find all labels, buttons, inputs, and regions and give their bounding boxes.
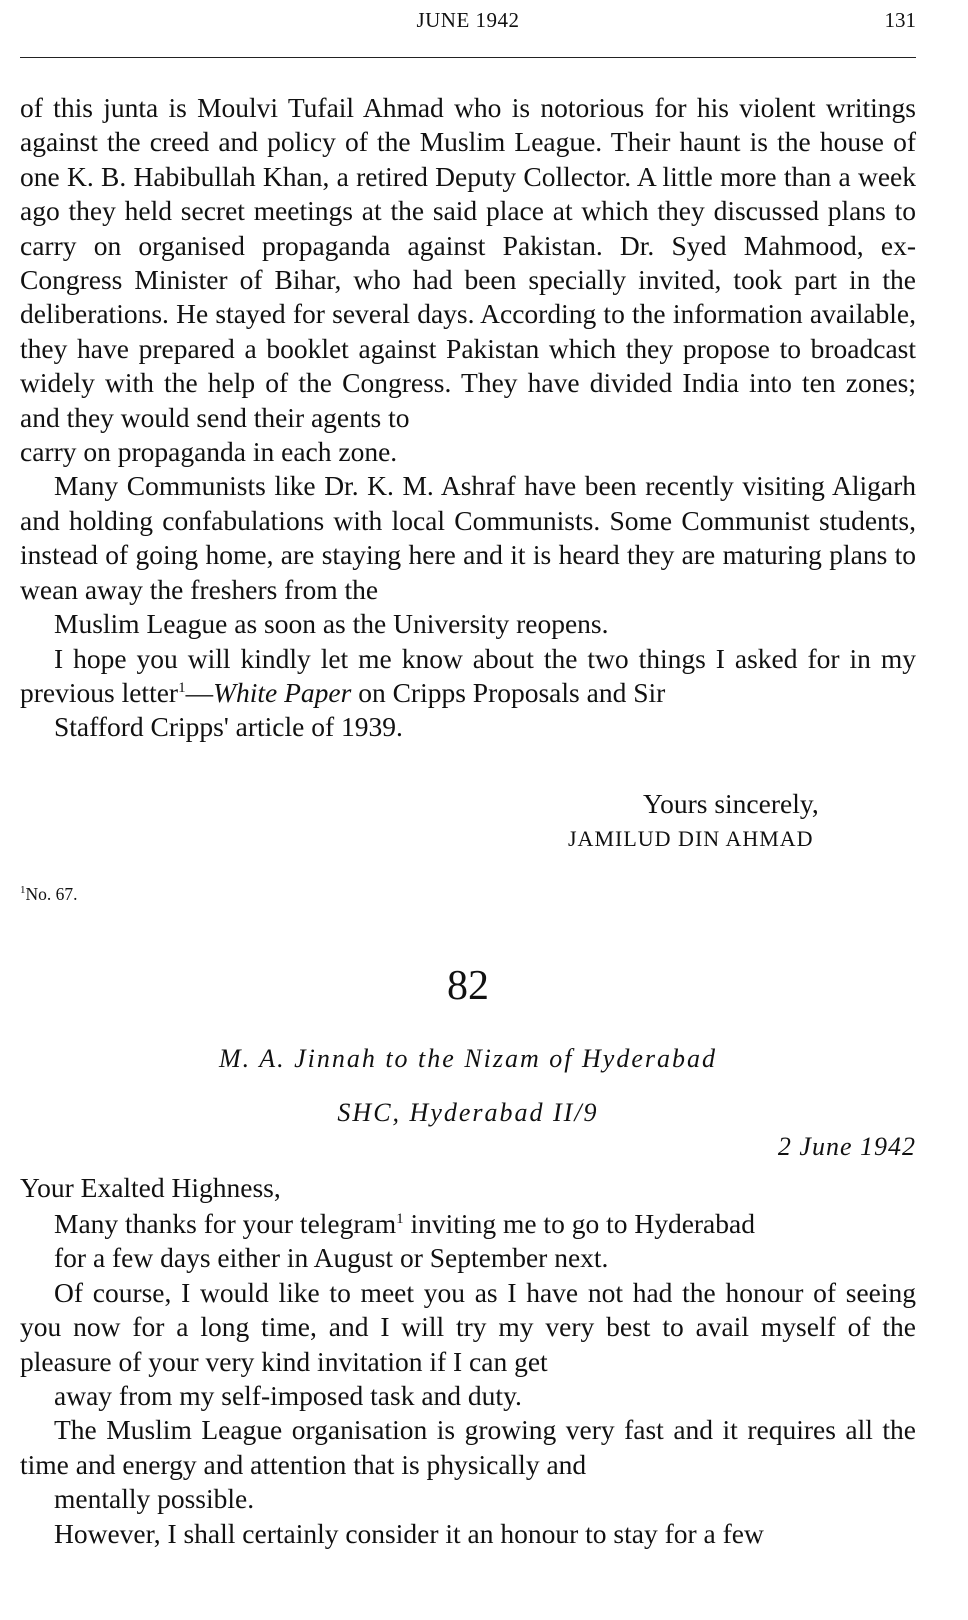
text-line: away from my self-imposed task and duty.: [54, 1380, 522, 1412]
paragraph: [20, 91, 916, 469]
text-line: Aligarh and holding confabulations with local Communists. Some: [20, 470, 916, 536]
text-line: for a few days either in August or September next.: [54, 1242, 609, 1274]
text-line: Many Communists like Dr. K. M. Ashraf have been recently visiting: [54, 470, 825, 502]
text-line: Stafford Cripps' article of 1939.: [54, 711, 403, 743]
running-title: JUNE 1942: [416, 8, 520, 32]
text-line: of this junta is Moulvi Tufail Ahmad who is notorious for his violent: [20, 92, 816, 123]
footnote-mark: 1: [20, 884, 26, 896]
text-line: However, I shall certainly consider it an honour to stay for a few: [54, 1517, 764, 1549]
signature: JAMILUD DIN AHMAD: [568, 826, 814, 851]
letter-81-body: [20, 91, 916, 745]
text-line: Communist students, instead of going home, are staying here and it: [20, 504, 917, 571]
text-line: The Muslim League organisation is growing very fast and it: [54, 1414, 738, 1446]
text-line: is heard they are maturing plans to wean away the freshers from the: [20, 539, 917, 605]
text-line: of seeing you now for a long time, and I will try my very best to: [20, 1276, 917, 1343]
document-number: 82: [447, 963, 489, 1009]
text-line: the said place at which they discussed plans to carry on organised: [20, 195, 917, 261]
text-line: avail myself of the pleasure of your very kind invitation if I can get: [20, 1311, 916, 1377]
footnote-ref: 1: [396, 1211, 404, 1227]
document-reference: SHC, Hyderabad II/9: [337, 1098, 599, 1127]
paragraph: [20, 469, 916, 641]
text-line: Minister of Bihar, who had been specially invited, took part in the: [134, 264, 917, 296]
text-line: available, they have prepared a booklet against Pakistan which they: [20, 298, 917, 364]
footnote: [20, 884, 78, 905]
document-title-italic: White Paper: [213, 676, 352, 708]
paragraph: I hope you will kindly let me know about the two things I asked for in my previous letter$^1$—White Paper on Cripps Proposals and Sir Stafford Cripps' article of 1939.: [20, 642, 916, 745]
text-line: deliberations. He stayed for several days. According to the information: [20, 298, 803, 330]
closing: Yours sincerely,: [643, 788, 819, 819]
paragraph: [20, 1276, 916, 1414]
salutation: Your Exalted Highness,: [20, 1172, 281, 1203]
header-rule: [20, 57, 916, 58]
text-line: writings against the creed and policy of the Muslim League. Their: [20, 92, 916, 158]
text-line: divided India into ten zones; and they would send their agents to: [20, 367, 916, 433]
text-line: Muslim League as soon as the University reopens.: [54, 608, 609, 640]
text-line: carry on propaganda in each zone.: [20, 436, 398, 468]
paragraph: [20, 1517, 916, 1551]
text-line: Collector. A little more than a week ago they held secret meetings at: [20, 160, 916, 227]
footnote-text: No. 67.: [25, 884, 78, 904]
document-title: M. A. Jinnah to the Nizam of Hyderabad: [219, 1044, 717, 1073]
paragraph: [20, 1413, 916, 1516]
text-line: haunt is the house of one K. B. Habibullah Khan, a retired Deputy: [20, 126, 916, 192]
document-date: 2 June 1942: [777, 1132, 916, 1161]
page-number: 131: [884, 8, 916, 32]
text-line: requires all the time and energy and attention that is physically and: [20, 1414, 917, 1480]
text-line: propose to broadcast widely with the help of the Congress. They have: [20, 332, 916, 399]
letter-82-body: [20, 1207, 916, 1551]
page-header: [20, 8, 916, 38]
paragraph: Many thanks for your telegram$^1$ inviting me to go to Hyderabad for a few days either in August or September next.: [20, 1207, 916, 1276]
text-line: Of course, I would like to meet you as I have not had the honour: [54, 1276, 804, 1308]
text-line: propaganda against Pakistan. Dr. Syed Mahmood, ex-Congress: [20, 229, 916, 296]
footnote-ref: 1: [178, 679, 186, 696]
text-line: I hope you will kindly let me know about the two things I asked: [54, 642, 798, 674]
text-line: mentally possible.: [54, 1483, 255, 1515]
